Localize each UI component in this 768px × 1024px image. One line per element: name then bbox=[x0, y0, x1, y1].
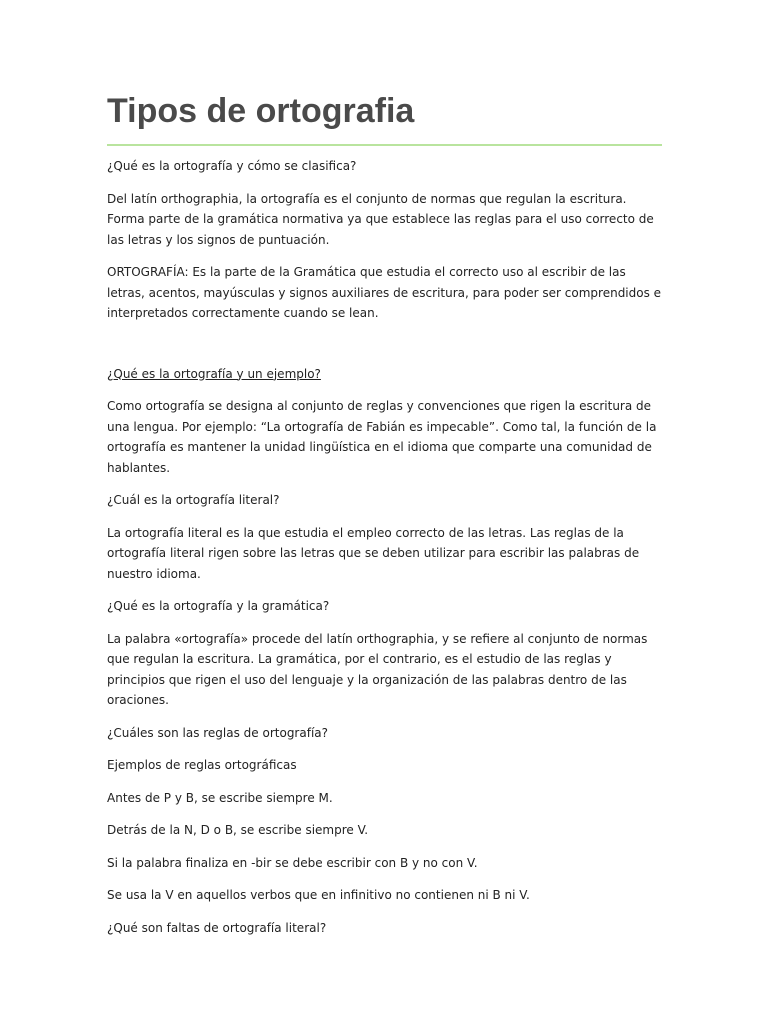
question-heading: ¿Qué es la ortografía y cómo se clasifica? bbox=[107, 159, 357, 173]
page-title: Tipos de ortografia bbox=[107, 92, 415, 130]
paragraph: ORTOGRAFÍA: Es la parte de la Gramática que estudia el correcto uso al escribir de las letras, acentos, mayúsculas y signos auxiliares de escritura, para poder ser comprendidos e interpretados correctamente cuando se lean. bbox=[107, 265, 662, 320]
paragraph: Del latín orthographia, la ortografía es el conjunto de normas que regulan la escritura. Forma parte de la gramática normativa ya que establece las reglas para el uso correcto de las letras y los signos de puntuación. bbox=[107, 191, 654, 247]
document-body bbox=[107, 156, 662, 950]
paragraph: Ejemplos de reglas ortográficas bbox=[107, 758, 297, 772]
rule-item: Detrás de la N, D o B, se escribe siempre V. bbox=[107, 823, 369, 837]
question-heading: ¿Qué son faltas de ortografía literal? bbox=[107, 920, 327, 935]
title-divider bbox=[107, 144, 662, 146]
paragraph: Como ortografía se designa al conjunto de reglas y convenciones que rigen la escritura de una lengua. Por ejemplo: “La ortografía de Fabián es impecable”. Como tal, la función de la ortografía es mantener la unidad lingüística en el idioma que comparte una comunidad de hablantes. bbox=[107, 399, 657, 475]
question-heading: ¿Qué es la ortografía y un ejemplo? bbox=[107, 366, 321, 381]
rule-item: Si la palabra finaliza en -bir se debe escribir con B y no con V. bbox=[107, 855, 478, 870]
rule-item: Antes de P y B, se escribe siempre M. bbox=[107, 790, 333, 805]
question-heading: ¿Cuáles son las reglas de ortografía? bbox=[107, 725, 329, 740]
question-heading: ¿Cuál es la ortografía literal? bbox=[107, 493, 280, 507]
paragraph: La palabra «ortografía» procede del latín orthographia, y se refiere al conjunto de normas que regulan la escritura. La gramática, por el contrario, es el estudio de las reglas y principios que rigen el uso del lenguaje y la organización de las palabras dentro de las oraciones. bbox=[107, 631, 648, 707]
rule-item: Se usa la V en aquellos verbos que en infinitivo no contienen ni B ni V. bbox=[107, 888, 530, 902]
paragraph: La ortografía literal es la que estudia el empleo correcto de las letras. Las reglas de la ortografía literal rigen sobre las letras que se deben utilizar para escribir las palabras de nuestro idioma. bbox=[107, 525, 640, 581]
question-heading: ¿Qué es la ortografía y la gramática? bbox=[107, 599, 330, 613]
